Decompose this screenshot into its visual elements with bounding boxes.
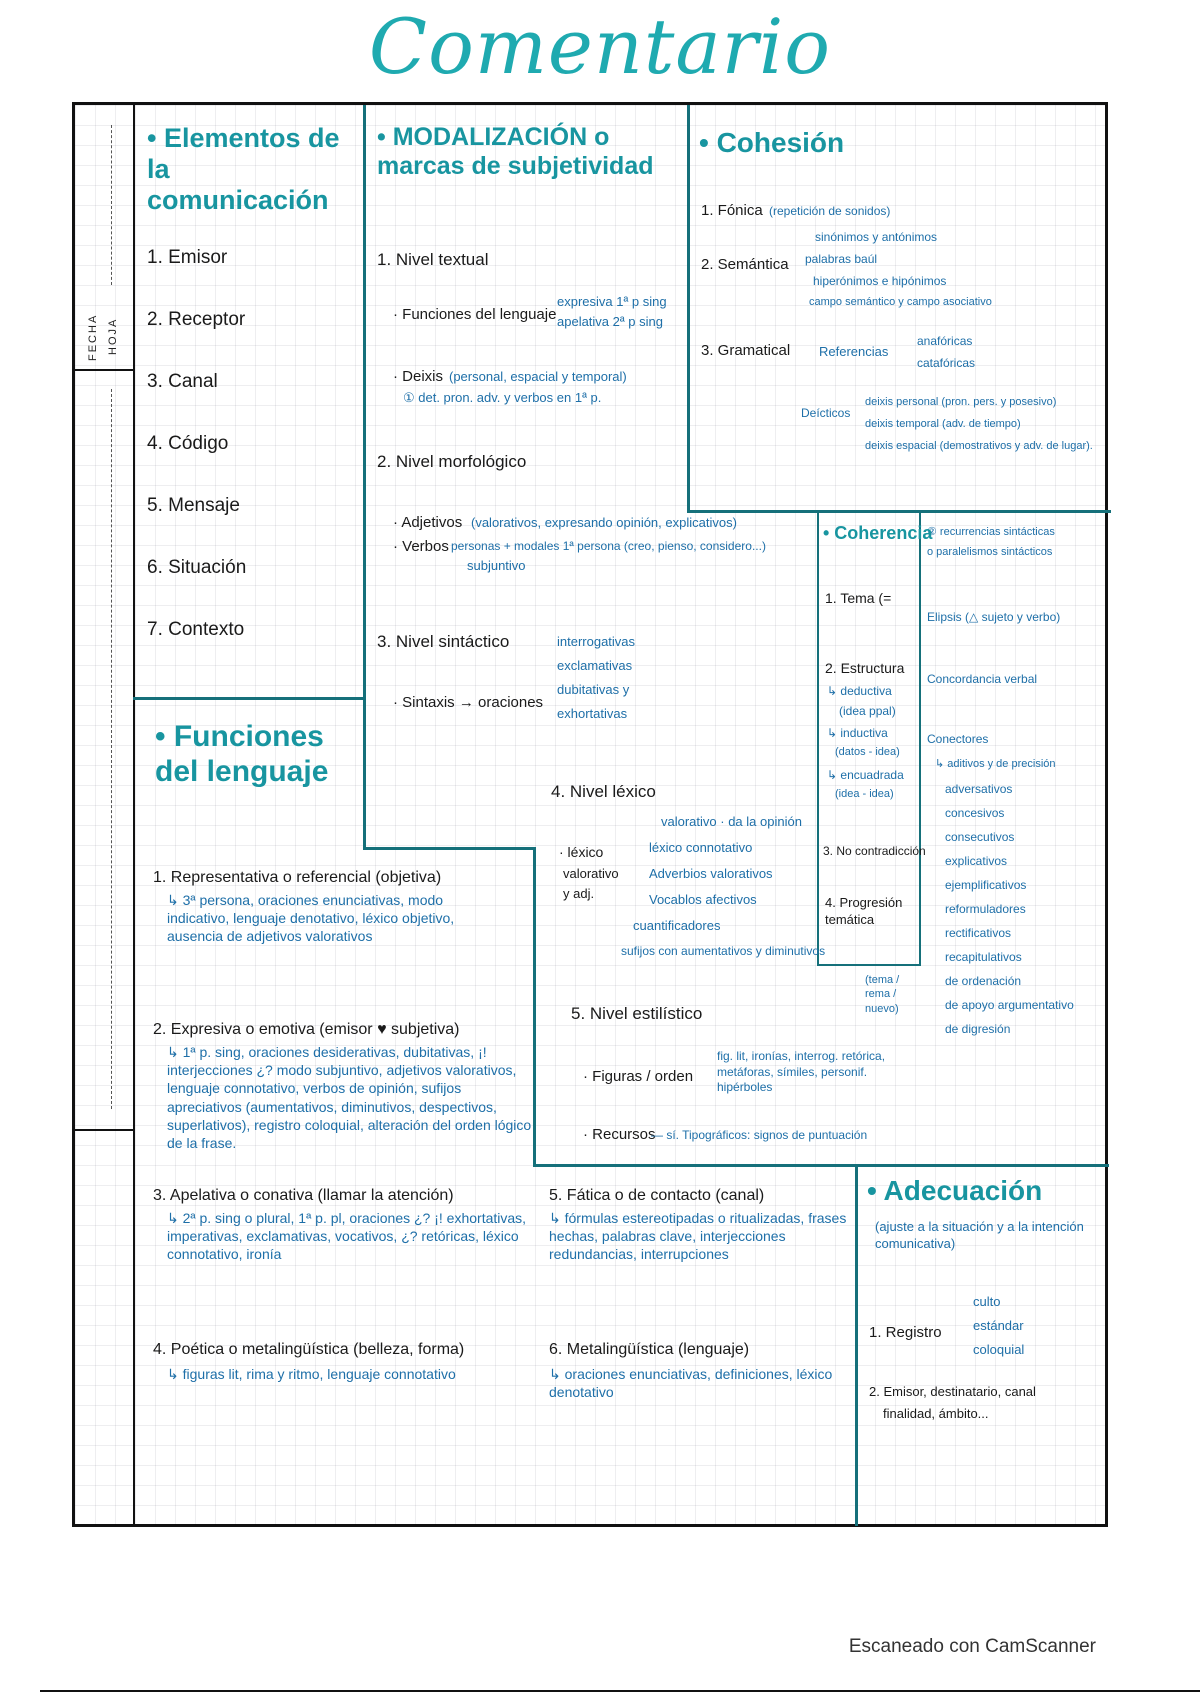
adecuacion-option: estándar xyxy=(973,1318,1024,1333)
coherencia-option: (idea - idea) xyxy=(835,788,894,800)
cohesion-item: 1. Fónica xyxy=(701,202,763,219)
funcion-title: 5. Fática o de contacto (canal) xyxy=(549,1187,765,1204)
coherencia-option: ↳ encuadrada xyxy=(827,768,904,782)
cohesion-option: sinónimos y antónimos xyxy=(815,230,938,244)
divider xyxy=(133,697,365,700)
adecuacion-note: (ajuste a la situación y a la intención comunicativa) xyxy=(875,1219,1084,1251)
nivel-item: · Funciones del lenguaje xyxy=(393,306,557,323)
nivel-note: fig. lit, ironías, interrog. retórica, metáforas, símiles, personif. hipérboles xyxy=(717,1049,886,1095)
divider xyxy=(363,105,366,850)
nivel-title: 1. Nivel textual xyxy=(377,250,489,269)
elemento-item: 4. Código xyxy=(147,433,229,454)
nivel-option: interrogativas xyxy=(557,634,636,649)
nivel-option: cuantificadores xyxy=(633,918,721,933)
elemento-item: 7. Contexto xyxy=(147,619,245,640)
cohesion-item: 3. Gramatical xyxy=(701,342,791,359)
nivel-title: 4. Nivel léxico xyxy=(551,782,656,801)
cohesion-option: anafóricas xyxy=(917,334,973,348)
divider xyxy=(533,1164,1109,1167)
adecuacion-item: finalidad, ámbito... xyxy=(883,1406,989,1421)
hoja-label: HOJA xyxy=(107,317,119,355)
elemento-item: 1. Emisor xyxy=(147,247,228,268)
nivel-item: y adj. xyxy=(563,886,595,901)
elemento-item: 2. Receptor xyxy=(147,309,246,330)
nivel-option: exclamativas xyxy=(557,658,633,673)
cohesion-option: catafóricas xyxy=(917,356,976,370)
coherencia-note: (tema / rema / nuevo) xyxy=(865,974,900,1015)
funcion-body: ↳ figuras lit, rima y ritmo, lenguaje connotativo xyxy=(167,1366,456,1382)
cohesion-item: 2. Semántica xyxy=(701,256,789,273)
cohesion-extra: reformuladores xyxy=(945,902,1026,916)
elemento-item: 3. Canal xyxy=(147,371,218,392)
cohesion-extra: ejemplificativos xyxy=(945,878,1027,892)
divider xyxy=(363,847,535,850)
divider xyxy=(687,105,690,513)
funcion-title: 6. Metalingüística (lenguaje) xyxy=(549,1341,750,1358)
cohesion-extra: Concordancia verbal xyxy=(927,672,1038,686)
coherencia-heading: • Coherencia xyxy=(823,523,933,543)
nivel-title: 3. Nivel sintáctico xyxy=(377,632,510,651)
funcion-body: ↳ oraciones enunciativas, definiciones, léxico denotativo xyxy=(549,1366,833,1401)
cohesion-option: deixis personal (pron. pers. y posesivo) xyxy=(865,396,1057,408)
nivel-option: Vocablos afectivos xyxy=(649,892,757,907)
margin-cell xyxy=(75,369,133,1131)
coherencia-item: 2. Estructura xyxy=(825,660,905,676)
nivel-note: — sí. Tipográficos: signos de puntuación xyxy=(651,1128,868,1142)
cohesion-extra: ↳ aditivos y de precisión xyxy=(935,758,1056,770)
cohesion-option: Deícticos xyxy=(801,406,851,420)
nivel-note: subjuntivo xyxy=(467,558,526,573)
nivel-item: valorativo xyxy=(563,866,619,881)
elementos-heading: • Elementos de la comunicación xyxy=(147,123,340,216)
scanner-watermark: Escaneado con CamScanner xyxy=(848,1636,1096,1657)
nivel-item: · Sintaxis → oraciones xyxy=(393,694,544,711)
funciones-heading: • Funciones del lenguaje xyxy=(155,720,329,788)
cohesion-extra: de digresión xyxy=(945,1022,1011,1036)
cohesion-option: campo semántico y campo asociativo xyxy=(809,296,992,308)
page-title: Comentario xyxy=(368,2,832,91)
funcion-title: 2. Expresiva o emotiva (emisor ♥ subjetiva) xyxy=(153,1021,460,1038)
coherencia-item: 3. No contradicción xyxy=(823,844,926,858)
notebook-sheet xyxy=(72,102,1108,1527)
nivel-option: valorativo · da la opinión xyxy=(661,814,802,829)
elemento-item: 5. Mensaje xyxy=(147,495,240,516)
funcion-body: ↳ 2ª p. sing o plural, 1ª p. pl, oraciones ¿? ¡! exhortativas, imperativas, exclamativas, vocativos, ¿? retóricas, léxico connotativo, ironía xyxy=(167,1210,527,1263)
funcion-title: 3. Apelativa o conativa (llamar la atención) xyxy=(153,1187,454,1204)
cohesion-option: Referencias xyxy=(819,344,889,359)
coherencia-option: ↳ deductiva xyxy=(827,684,892,698)
cohesion-extra: explicativos xyxy=(945,854,1008,868)
nivel-option: Adverbios valorativos xyxy=(649,866,773,881)
elemento-item: 6. Situación xyxy=(147,557,247,578)
divider xyxy=(855,1164,858,1526)
nivel-item: · Deixis xyxy=(393,368,444,385)
cohesion-extra: rectificativos xyxy=(945,926,1012,940)
nivel-option: léxico connotativo xyxy=(649,840,753,855)
cohesion-extra: o paralelismos sintácticos xyxy=(927,546,1053,558)
cohesion-option: deixis temporal (adv. de tiempo) xyxy=(865,418,1021,430)
coherencia-option: ↳ inductiva xyxy=(827,726,888,740)
funcion-body: ↳ fórmulas estereotipadas o ritualizadas, frases hechas, palabras clave, interjecciones redundancias, interrupciones xyxy=(549,1210,847,1263)
cohesion-option: palabras baúl xyxy=(805,252,878,266)
margin-dash xyxy=(111,389,112,1109)
nivel-note: (personal, espacial y temporal) xyxy=(449,369,627,384)
nivel-item: · Adjetivos xyxy=(393,514,463,531)
nivel-option: apelativa 2ª p sing xyxy=(557,314,663,329)
nivel-option: exhortativas xyxy=(557,706,628,721)
nivel-note: ① det. pron. adv. y verbos en 1ª p. xyxy=(403,390,602,405)
coherencia-item: 1. Tema (= xyxy=(825,590,892,606)
nivel-item: · Figuras / orden xyxy=(583,1068,694,1085)
nivel-note: personas + modales 1ª persona (creo, pienso, considero...) xyxy=(451,539,766,553)
margin-dash xyxy=(111,125,112,285)
nivel-option: sufijos con aumentativos y diminutivos xyxy=(621,944,826,958)
cohesion-extra: de ordenación xyxy=(945,974,1022,988)
nivel-title: 5. Nivel estilístico xyxy=(571,1004,703,1023)
cohesion-option: deixis espacial (demostrativos y adv. de lugar). xyxy=(865,440,1093,452)
cohesion-option: hiperónimos e hipónimos xyxy=(813,274,947,288)
adecuacion-item: 2. Emisor, destinatario, canal xyxy=(869,1384,1036,1399)
cohesion-extra: Conectores xyxy=(927,732,989,746)
cohesion-extra: consecutivos xyxy=(945,830,1015,844)
cohesion-extra: ② recurrencias sintácticas xyxy=(927,526,1055,538)
modalizacion-heading: • MODALIZACIÓN o marcas de subjetividad xyxy=(377,123,654,180)
nivel-option: expresiva 1ª p sing xyxy=(557,294,667,309)
coherencia-item: 4. Progresión temática xyxy=(825,895,903,927)
adecuacion-item: 1. Registro xyxy=(869,1324,942,1341)
nivel-title: 2. Nivel morfológico xyxy=(377,452,527,471)
funcion-body: ↳ 1ª p. sing, oraciones desiderativas, dubitativas, ¡! interjecciones ¿? modo subjuntivo, adjetivos valorativos, lenguaje connotativo, verbos de opinión, sufijos apreciativos (aumentativos, diminutivos, despectivos, superlativos), registro coloquial, alteración del orden lógico de la frase. xyxy=(167,1044,532,1151)
nivel-item: · léxico xyxy=(559,844,604,860)
nivel-item: · Verbos xyxy=(393,538,449,555)
cohesion-note: (repetición de sonidos) xyxy=(769,204,891,218)
nivel-item: · Recursos xyxy=(583,1126,656,1143)
adecuacion-option: culto xyxy=(973,1294,1001,1309)
bottom-rule xyxy=(40,1690,1200,1692)
adecuacion-heading: • Adecuación xyxy=(867,1175,1043,1206)
fecha-label: FECHA xyxy=(87,313,99,361)
cohesion-extra: concesivos xyxy=(945,806,1005,820)
funcion-title: 1. Representativa o referencial (objetiva) xyxy=(153,869,442,886)
funcion-body: ↳ 3ª persona, oraciones enunciativas, modo indicativo, lenguaje denotativo, léxico objetivo, ausencia de adjetivos valorativos xyxy=(167,892,455,945)
nivel-note: (valorativos, expresando opinión, explicativos) xyxy=(471,515,737,530)
funcion-title: 4. Poética o metalingüística (belleza, forma) xyxy=(153,1341,465,1358)
cohesion-extra: adversativos xyxy=(945,782,1013,796)
coherencia-option: (idea ppal) xyxy=(839,704,896,718)
adecuacion-option: coloquial xyxy=(973,1342,1025,1357)
nivel-option: dubitativas y xyxy=(557,682,630,697)
cohesion-heading: • Cohesión xyxy=(699,127,845,158)
margin-column xyxy=(75,105,135,1524)
cohesion-extra: recapitulativos xyxy=(945,950,1022,964)
coherencia-option: (datos - idea) xyxy=(835,746,900,758)
divider xyxy=(533,847,536,1167)
cohesion-extra: de apoyo argumentativo xyxy=(945,998,1074,1012)
cohesion-extra: Elipsis (△ sujeto y verbo) xyxy=(927,610,1061,624)
